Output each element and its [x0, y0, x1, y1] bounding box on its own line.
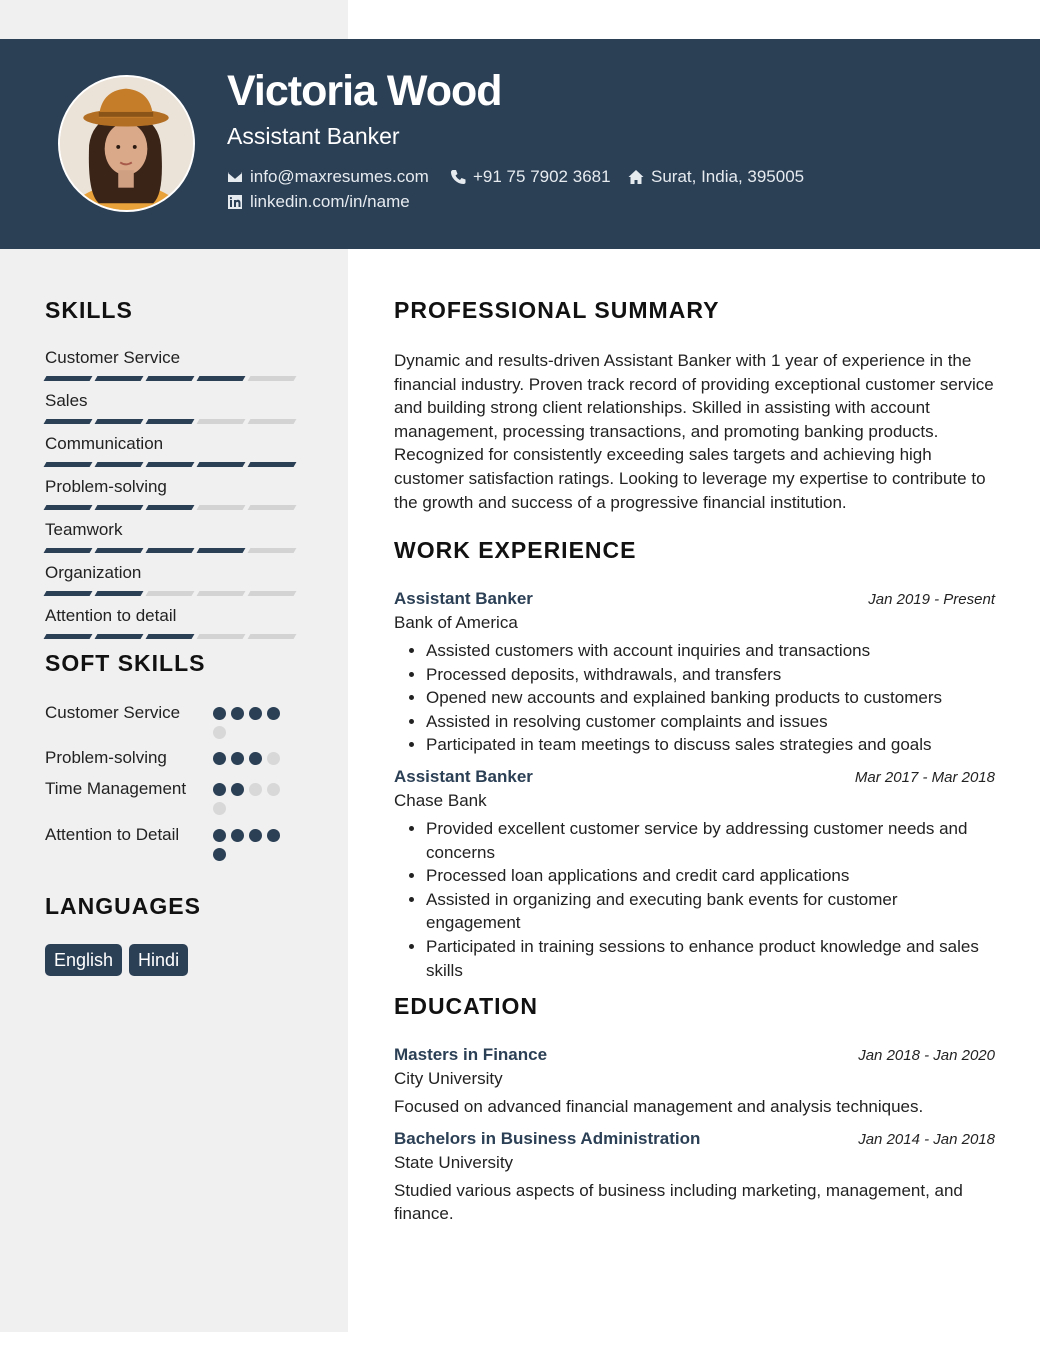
company-name: Chase Bank [394, 790, 487, 810]
rating-dot [249, 783, 262, 796]
language-tag: Hindi [129, 944, 188, 976]
skill-level-segment [44, 376, 93, 381]
experience-title: WORK EXPERIENCE [394, 537, 637, 563]
job-header [394, 767, 995, 787]
skill-name: Sales [45, 391, 88, 410]
skill-level-segment [95, 376, 144, 381]
skill-item [45, 520, 305, 553]
avatar [58, 75, 195, 212]
rating-dot [249, 707, 262, 720]
job-header [394, 589, 995, 609]
skills-list [45, 348, 305, 639]
soft-skills-section [45, 650, 305, 861]
skill-level-segment [146, 505, 195, 510]
skill-item [45, 434, 305, 467]
languages-list [45, 944, 305, 976]
skill-name: Teamwork [45, 520, 123, 539]
job-dates: Mar 2017 - Mar 2018 [854, 768, 995, 786]
languages-section [45, 893, 305, 976]
summary-text: Dynamic and results-driven Assistant Banker with 1 year of experience in the financial industry. Proven track record of providing exceptional customer service and building strong client relationships. Skilled in assisting with account management, processing transactions, and promoting banking products. Recognized for consistently exceeding sales targets and achieving high customer satisfaction ratings. Looking to leverage my expertise to contribute to the growth and success of a progressive financial institution. [394, 351, 994, 512]
skill-level-bar [45, 634, 305, 639]
skill-name: Attention to detail [45, 606, 177, 625]
soft-skill-item [45, 746, 305, 770]
skills-section [45, 297, 305, 639]
skill-name: Organization [45, 563, 142, 582]
job-entry [394, 767, 995, 982]
education-title: EDUCATION [394, 993, 539, 1019]
rating-dot [231, 829, 244, 842]
job-bullet: • Participated in training sessions to enhance product knowledge and sales skills [426, 935, 995, 982]
skill-level-segment [248, 376, 297, 381]
job-bullet: • Assisted in resolving customer complaints and issues [426, 710, 995, 734]
soft-skill-item [45, 701, 305, 739]
job-bullet: • Participated in team meetings to discuss sales strategies and goals [426, 733, 995, 757]
soft-skill-rating [213, 823, 293, 861]
company-name: Bank of America [394, 613, 518, 632]
skill-level-segment [248, 634, 297, 639]
skill-level-segment [44, 462, 93, 467]
rating-dot [213, 752, 226, 765]
education-description: Focused on advanced financial management and analysis techniques. [394, 1097, 924, 1116]
skill-level-segment [44, 548, 93, 553]
skill-item [45, 477, 305, 510]
skill-level-segment [248, 419, 297, 424]
skill-level-segment [95, 462, 144, 467]
skill-level-segment [197, 591, 246, 596]
jobs-list [394, 589, 995, 982]
education-header [394, 1129, 995, 1149]
education-entry [394, 1045, 995, 1119]
phone-icon [450, 169, 466, 185]
rating-dot [249, 752, 262, 765]
skill-level-bar [45, 419, 305, 424]
rating-dot [267, 783, 280, 796]
skill-level-segment [248, 505, 297, 510]
skill-level-segment [95, 548, 144, 553]
skills-title: SKILLS [45, 297, 133, 323]
rating-dot [249, 829, 262, 842]
skill-level-segment [248, 462, 297, 467]
skill-level-segment [44, 591, 93, 596]
education-dates: Jan 2014 - Jan 2018 [858, 1130, 995, 1148]
education-dates: Jan 2018 - Jan 2020 [858, 1047, 995, 1064]
skill-level-segment [146, 548, 195, 553]
skill-item [45, 606, 305, 639]
rating-dot [213, 726, 226, 739]
skill-level-bar [45, 505, 305, 510]
education-list [394, 1045, 995, 1226]
skill-item [45, 563, 305, 596]
job-bullet: • Processed loan applications and credit card applications [426, 864, 995, 888]
rating-dot [267, 707, 280, 720]
language-tag: English [45, 944, 122, 976]
rating-dot [267, 752, 280, 765]
soft-skill-name: Customer Service [45, 703, 181, 722]
skill-level-segment [146, 376, 195, 381]
job-bullet: • Processed deposits, withdrawals, and transfers [426, 663, 995, 687]
skill-level-segment [95, 591, 144, 596]
skill-level-bar [45, 591, 305, 596]
rating-dot [231, 707, 244, 720]
job-bullet: • Opened new accounts and explained banking products to customers [426, 686, 995, 710]
phone-text: +91 75 7902 3681 [473, 167, 611, 186]
skill-level-segment [44, 505, 93, 510]
soft-skills-title: SOFT SKILLS [45, 650, 206, 676]
contact-linkedin[interactable] [227, 192, 410, 212]
skill-level-segment [248, 548, 297, 553]
job-bullet: • Assisted customers with account inquiries and transactions [426, 639, 995, 663]
skill-level-segment [44, 634, 93, 639]
education-header [394, 1045, 995, 1065]
job-title: Assistant Banker [394, 589, 533, 608]
job-entry [394, 589, 995, 757]
job-bullet: • Assisted in organizing and executing bank events for customer engagement [426, 888, 995, 935]
degree-title: Masters in Finance [394, 1045, 548, 1064]
rating-dot [267, 829, 280, 842]
rating-dot [231, 752, 244, 765]
contact-phone[interactable] [450, 167, 611, 187]
job-bullets [394, 639, 995, 757]
soft-skills-list [45, 701, 305, 861]
skill-level-segment [95, 505, 144, 510]
experience-section [394, 537, 995, 982]
education-entry [394, 1129, 995, 1226]
skill-level-segment [197, 548, 246, 553]
skill-level-segment [197, 634, 246, 639]
skill-level-bar [45, 462, 305, 467]
summary-section [394, 297, 995, 514]
skill-level-segment [197, 376, 246, 381]
summary-title: PROFESSIONAL SUMMARY [394, 297, 720, 323]
job-bullets [394, 817, 995, 982]
job-bullet: • Provided excellent customer service by addressing customer needs and concerns [426, 817, 995, 864]
rating-dot [213, 848, 226, 861]
job-dates: Jan 2019 - Present [868, 591, 995, 608]
skill-name: Problem-solving [45, 477, 167, 496]
soft-skill-name: Problem-solving [45, 748, 167, 767]
soft-skill-rating [213, 701, 293, 739]
skill-level-bar [45, 548, 305, 553]
rating-dot [213, 802, 226, 815]
rating-dot [213, 707, 226, 720]
candidate-role: Assistant Banker [227, 123, 400, 149]
portrait-photo [60, 77, 193, 210]
email-text: info@maxresumes.com [250, 167, 429, 186]
skill-level-segment [197, 419, 246, 424]
skill-item [45, 391, 305, 424]
skill-level-segment [95, 634, 144, 639]
rating-dot [213, 783, 226, 796]
soft-skill-item [45, 823, 305, 861]
skill-level-segment [146, 419, 195, 424]
job-title: Assistant Banker [394, 766, 533, 786]
degree-title: Bachelors in Business Administration [394, 1128, 701, 1148]
skill-level-segment [44, 419, 93, 424]
skill-level-segment [197, 462, 246, 467]
soft-skill-rating [213, 777, 293, 815]
skill-level-bar [45, 376, 305, 381]
rating-dot [231, 783, 244, 796]
skill-name: Communication [45, 434, 164, 453]
languages-title: LANGUAGES [45, 893, 201, 919]
skill-level-segment [146, 591, 195, 596]
soft-skill-name: Attention to Detail [45, 825, 180, 844]
skill-level-segment [95, 419, 144, 424]
skill-level-segment [146, 634, 195, 639]
candidate-name: Victoria Wood [227, 67, 502, 115]
envelope-icon [227, 169, 243, 185]
skill-level-segment [146, 462, 195, 467]
education-description: Studied various aspects of business including marketing, management, and finance. [394, 1180, 963, 1224]
soft-skill-rating [213, 746, 293, 765]
education-section [394, 993, 995, 1226]
skill-level-segment [248, 591, 297, 596]
linkedin-icon [227, 194, 243, 210]
school-name: City University [394, 1069, 503, 1088]
rating-dot [213, 829, 226, 842]
header [0, 39, 1040, 249]
home-icon [628, 169, 644, 185]
contact-email[interactable] [227, 167, 429, 187]
skill-item [45, 348, 305, 381]
soft-skill-name: Time Management [45, 779, 187, 798]
contact-location [628, 167, 804, 187]
skill-level-segment [197, 505, 246, 510]
linkedin-text: linkedin.com/in/name [250, 192, 410, 211]
skill-name: Customer Service [45, 348, 181, 367]
school-name: State University [394, 1152, 514, 1172]
soft-skill-item [45, 777, 305, 815]
location-text: Surat, India, 395005 [651, 167, 805, 186]
